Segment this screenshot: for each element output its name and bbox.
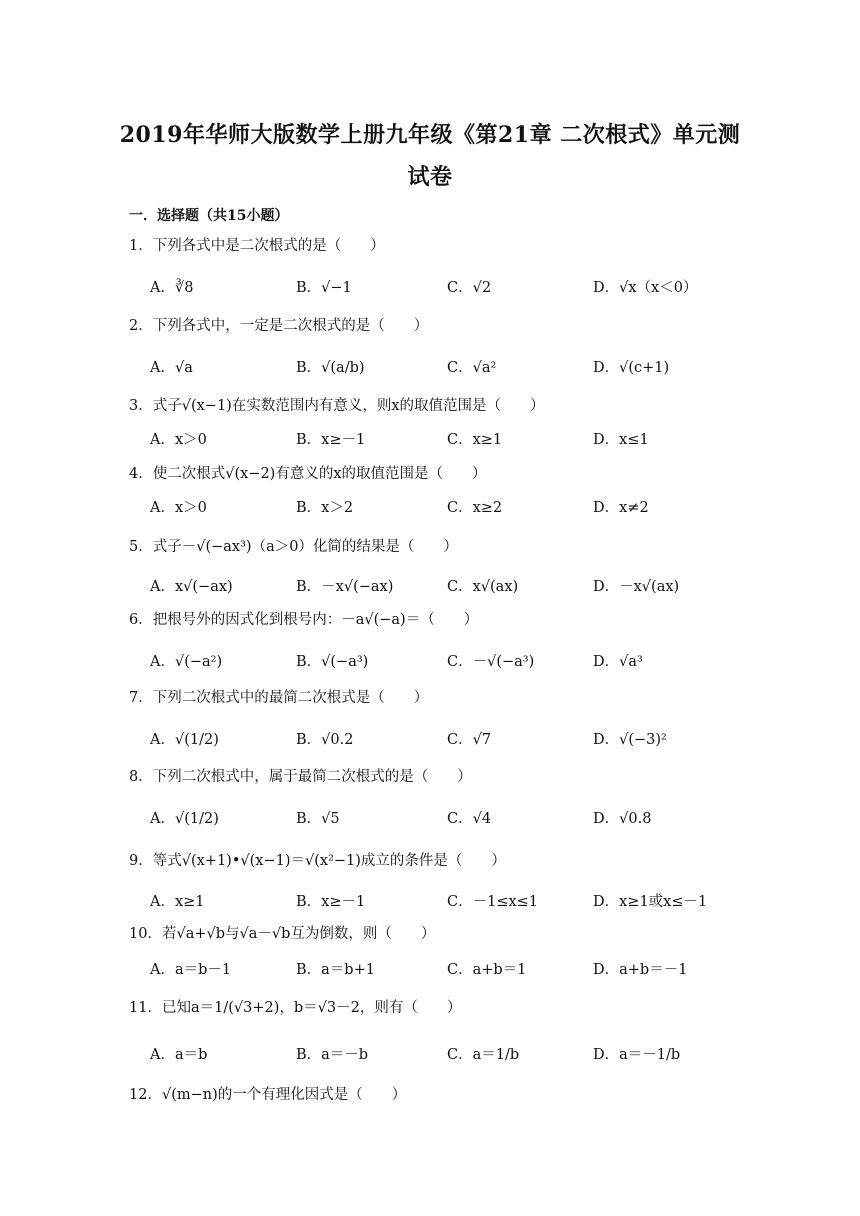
- option-a: A．∛8: [150, 280, 194, 296]
- option-d: D．√x（x＜0）: [593, 280, 698, 296]
- option-a: A．a＝b－1: [150, 962, 232, 978]
- options-row: [150, 356, 800, 386]
- option-b: B．√(a/b): [296, 360, 365, 376]
- option-d: D．x≠2: [593, 500, 649, 516]
- question-stem: 7．下列二次根式中的最简二次根式是（ ）: [129, 690, 429, 706]
- question-stem: 3．式子√(x−1)在实数范围内有意义，则x的取值范围是（ ）: [129, 398, 545, 414]
- options-row: [150, 890, 800, 920]
- options-row: [150, 428, 800, 458]
- options-row: [150, 728, 800, 758]
- option-b: B．x≥－1: [296, 432, 366, 448]
- option-c: C．√7: [447, 732, 492, 748]
- page-title-line-1: 2019年华师大版数学上册九年级《第21章 二次根式》单元测: [119, 122, 741, 148]
- option-b: B．√5: [296, 811, 340, 827]
- option-c: C．√2: [447, 280, 492, 296]
- question-stem: 4．使二次根式√(x−2)有意义的x的取值范围是（ ）: [129, 466, 487, 482]
- option-a: A．x＞0: [150, 432, 207, 448]
- option-b: B．a＝－b: [296, 1047, 369, 1063]
- option-c: C．－√(−a³): [447, 654, 535, 670]
- question-stem: 5．式子－√(−ax³)（a＞0）化简的结果是（ ）: [129, 539, 458, 555]
- options-row: [150, 807, 800, 837]
- option-d: D．√a³: [593, 654, 643, 670]
- option-c: C．－1≤x≤1: [447, 894, 539, 910]
- option-a: A．√(1/2): [150, 732, 219, 748]
- section-heading: 一．选择题（共15小题）: [129, 208, 289, 224]
- options-row: [150, 958, 800, 988]
- options-row: [150, 1043, 800, 1073]
- option-b: B．x≥－1: [296, 894, 366, 910]
- options-row: [150, 496, 800, 526]
- question-stem: 9．等式√(x+1)•√(x−1)＝√(x²−1)成立的条件是（ ）: [129, 853, 506, 869]
- question-stem: 2．下列各式中，一定是二次根式的是（ ）: [129, 318, 429, 334]
- option-c: C．x≥1: [447, 432, 503, 448]
- option-c: C．x≥2: [447, 500, 503, 516]
- question-stem: 8．下列二次根式中，属于最简二次根式的是（ ）: [129, 769, 472, 785]
- question-stem: 12．√(m−n)的一个有理化因式是（ ）: [129, 1087, 407, 1103]
- option-b: B．√(−a³): [296, 654, 369, 670]
- option-d: D．√0.8: [593, 811, 652, 827]
- options-row: [150, 650, 800, 680]
- option-a: A．√a: [150, 360, 193, 376]
- option-a: A．x≥1: [150, 894, 205, 910]
- page-title-line-2: 试卷: [407, 164, 453, 190]
- option-a: A．a＝b: [150, 1047, 208, 1063]
- option-c: C．a＝1/b: [447, 1047, 520, 1063]
- option-d: D．a+b＝－1: [593, 962, 688, 978]
- option-a: A．x＞0: [150, 500, 207, 516]
- option-d: D．a＝－1/b: [593, 1047, 681, 1063]
- question-stem: 1．下列各式中是二次根式的是（ ）: [129, 238, 385, 254]
- question-stem: 10．若√a+√b与√a－√b互为倒数，则（ ）: [129, 926, 436, 942]
- option-d: D．x≤1: [593, 432, 649, 448]
- option-b: B．√−1: [296, 280, 352, 296]
- option-b: B．a＝b+1: [296, 962, 375, 978]
- option-c: C．x√(ax): [447, 579, 519, 595]
- option-b: B．－x√(−ax): [296, 579, 394, 595]
- option-d: D．√(−3)²: [593, 732, 667, 748]
- option-d: D．√(c+1): [593, 360, 670, 376]
- question-stem: 11．已知a＝1/(√3+2)，b＝√3－2，则有（ ）: [129, 1000, 462, 1016]
- option-d: D．x≥1或x≤－1: [593, 894, 708, 910]
- options-row: [150, 575, 800, 605]
- question-stem: 6．把根号外的因式化到根号内：－a√(−a)＝（ ）: [129, 612, 479, 628]
- option-b: B．x＞2: [296, 500, 354, 516]
- option-a: A．x√(−ax): [150, 579, 233, 595]
- options-row: [150, 276, 800, 306]
- option-b: B．√0.2: [296, 732, 354, 748]
- option-d: D．－x√(ax): [593, 579, 680, 595]
- option-a: A．√(1/2): [150, 811, 219, 827]
- option-a: A．√(−a²): [150, 654, 223, 670]
- option-c: C．a+b＝1: [447, 962, 527, 978]
- option-c: C．√a²: [447, 360, 497, 376]
- option-c: C．√4: [447, 811, 492, 827]
